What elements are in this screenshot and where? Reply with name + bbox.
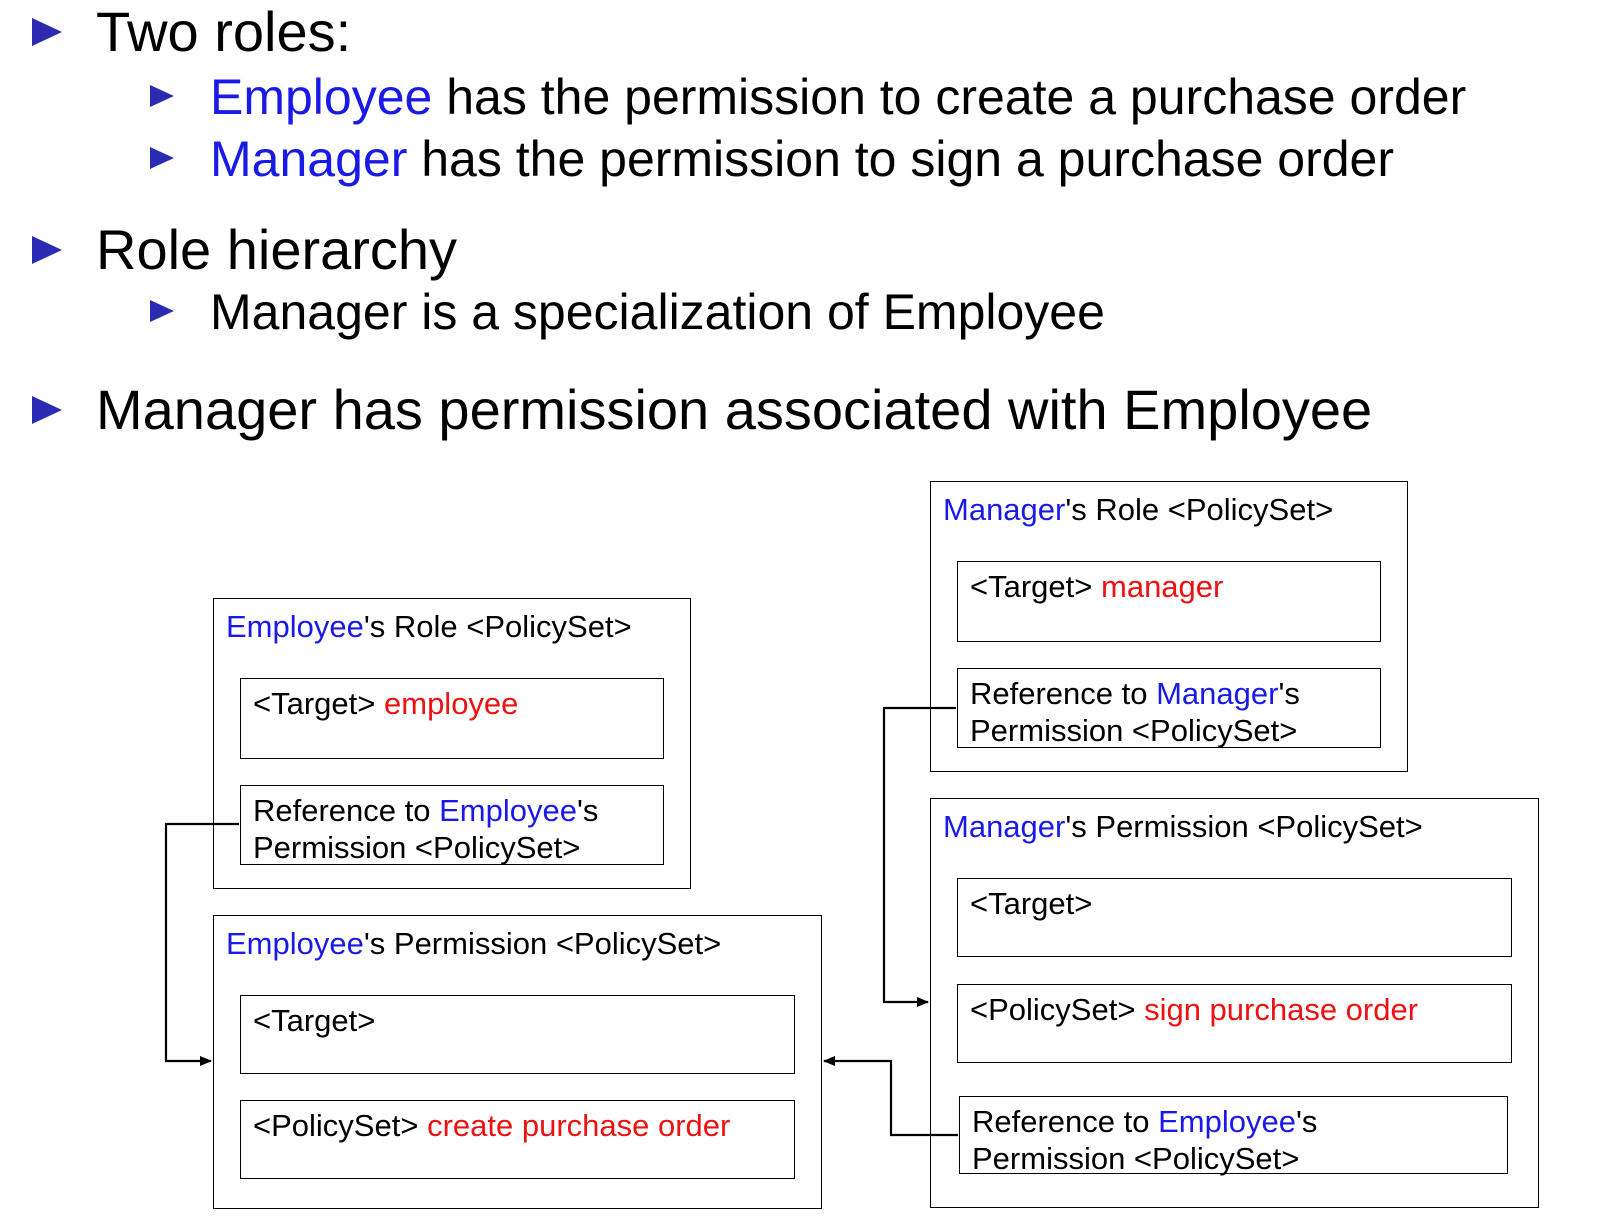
reference-text: Reference to Employee's Permission <PolicySet> — [253, 793, 599, 865]
box-title: Employee's Permission <PolicySet> — [226, 926, 722, 961]
manager-role-to-permission-arrow — [884, 708, 956, 1002]
bullet-text: has the permission to sign a purchase order — [407, 131, 1394, 187]
policyset-text: <PolicySet> create purchase order — [253, 1108, 731, 1143]
box-title: Manager's Permission <PolicySet> — [943, 809, 1423, 844]
role-name: Employee — [210, 69, 433, 125]
reference-text: Reference to Manager's Permission <PolicySet> — [970, 676, 1300, 748]
bullet-text: has the permission to create a purchase order — [432, 69, 1467, 125]
target-text: <Target> — [253, 1003, 376, 1038]
bullet-manager-inherits: Manager has permission associated with Employee — [96, 378, 1373, 441]
box-title: Employee's Role <PolicySet> — [226, 609, 632, 644]
box-title: Manager's Role <PolicySet> — [943, 492, 1334, 527]
reference-text: Reference to Employee's Permission <PolicySet> — [972, 1104, 1318, 1176]
bullet-specialization: Manager is a specialization of Employee — [210, 284, 1105, 340]
manager-to-employee-permission-arrow — [824, 1061, 958, 1135]
target-text: <Target> manager — [970, 569, 1224, 604]
policyset-text: <PolicySet> sign purchase order — [970, 992, 1419, 1027]
role-name: Manager — [210, 131, 408, 187]
employee-role-to-permission-arrow — [166, 824, 239, 1061]
target-text: <Target> employee — [253, 686, 519, 721]
bullet-two-roles: Two roles: — [96, 0, 352, 63]
target-text: <Target> — [970, 886, 1093, 921]
bullet-role-hierarchy: Role hierarchy — [96, 218, 458, 281]
